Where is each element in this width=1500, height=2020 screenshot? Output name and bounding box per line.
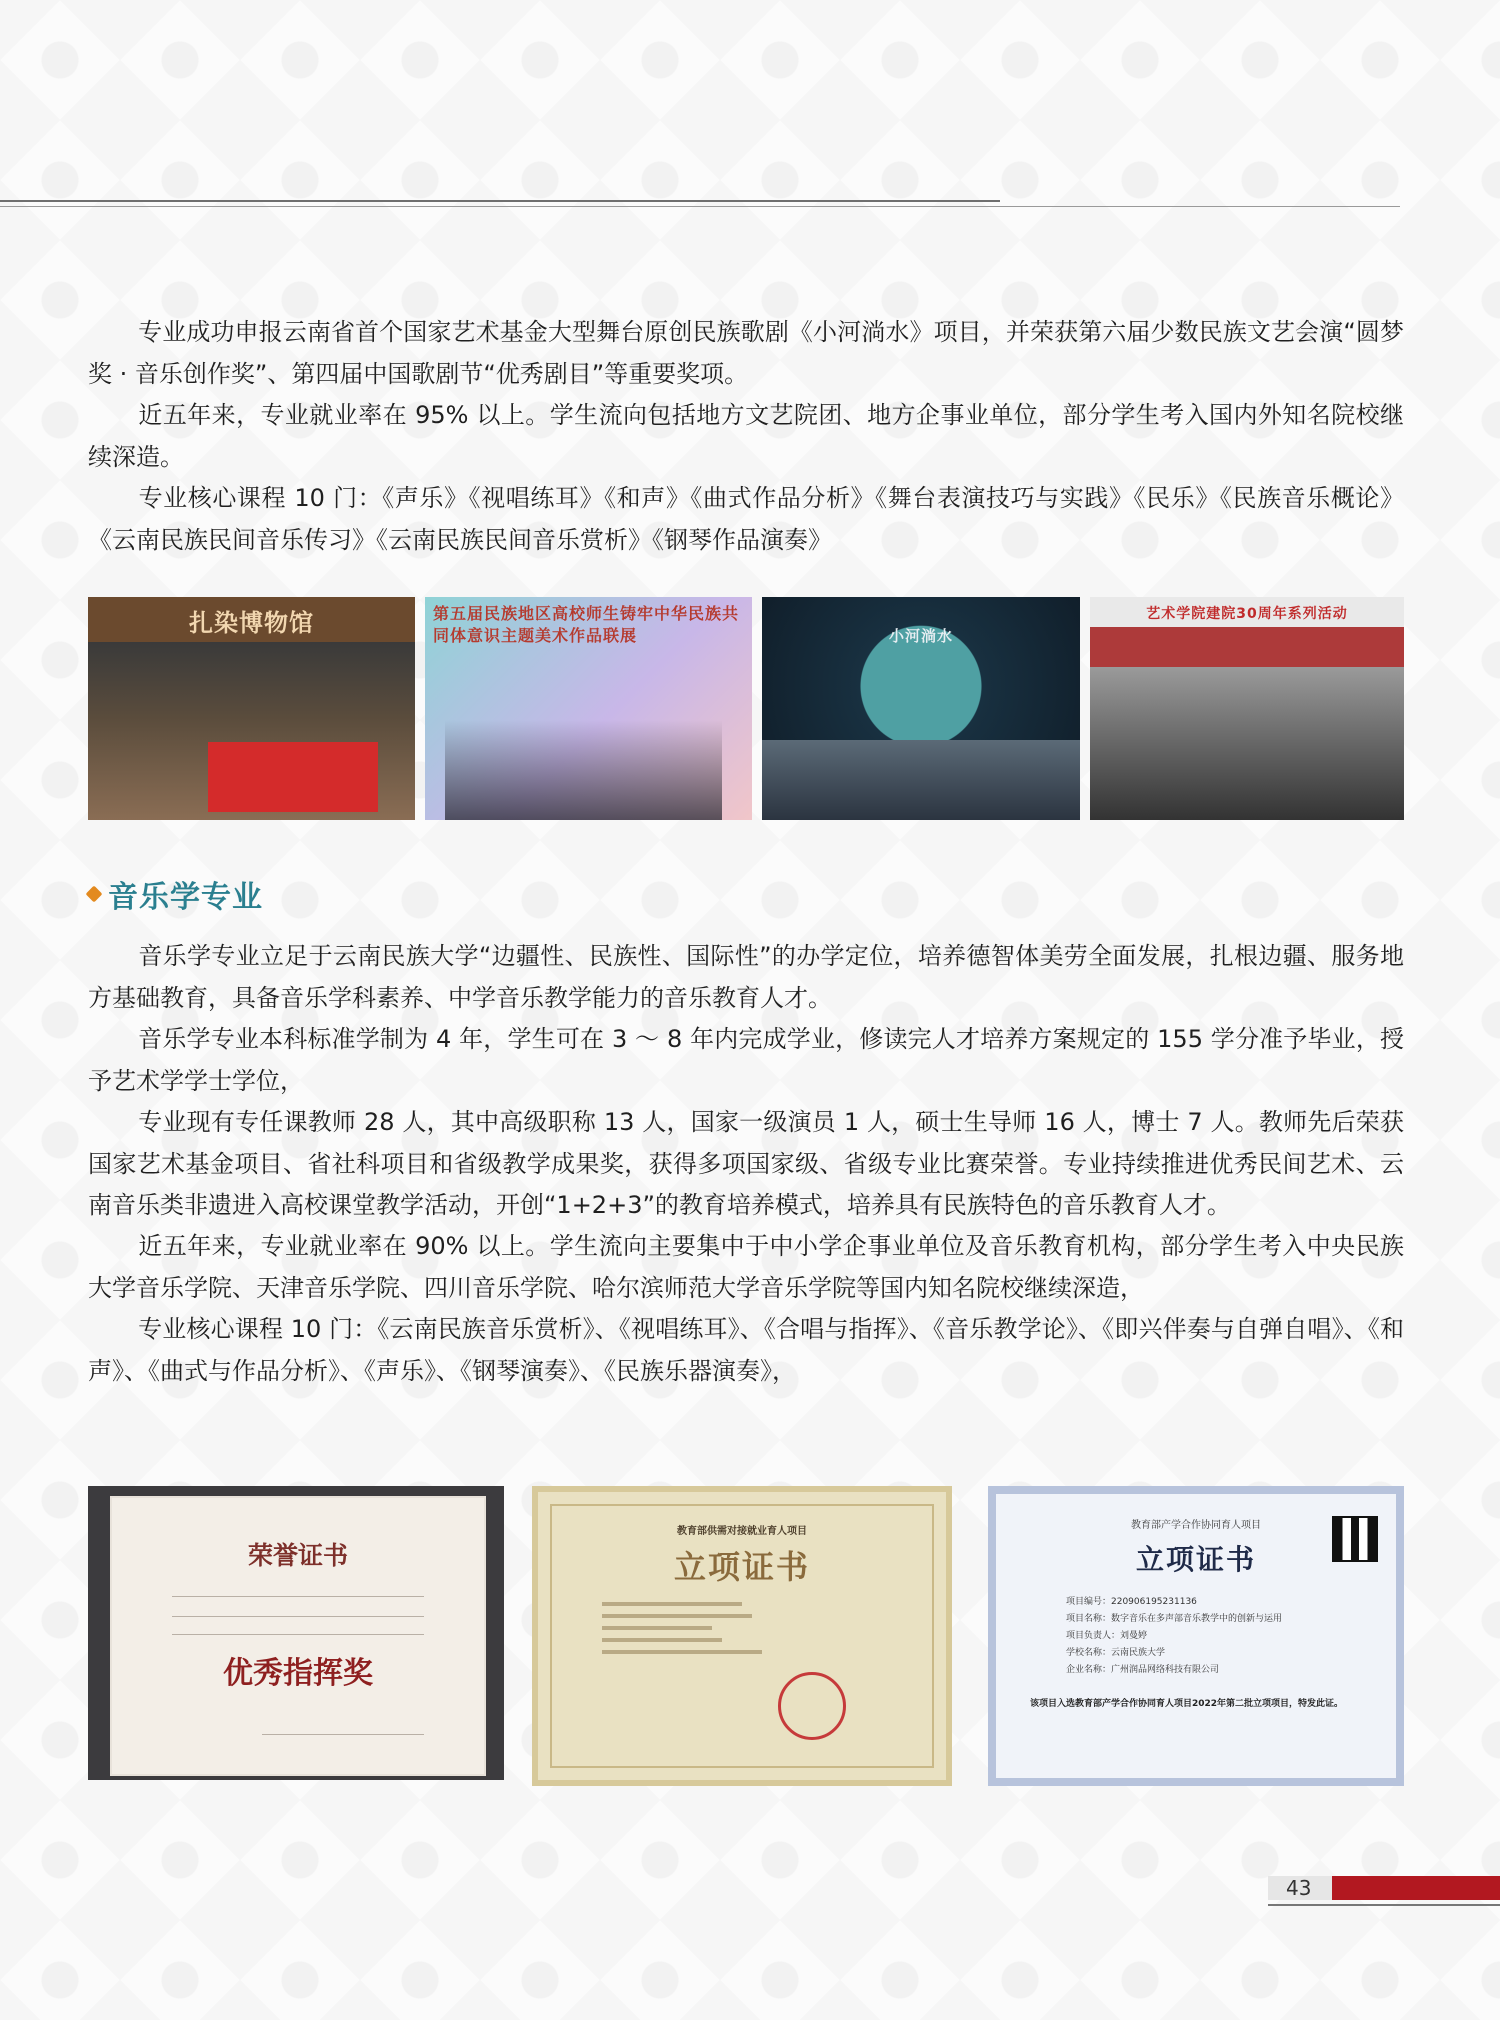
intro-paragraph-2-text: 近五年来，专业就业率在 95% 以上。学生流向包括地方文艺院团、地方企事业单位，部分学生考入国内外知名院校继续深造。 xyxy=(88,401,1404,471)
honor-certificate-award: 优秀指挥奖 xyxy=(223,1656,373,1691)
intro-paragraph-3-text: 专业核心课程 10 门：《声乐》《视唱练耳》《和声》《曲式作品分析》《舞台表演技巧与实践》《民乐》《民族音乐概论》《云南民族民间音乐传习》《云南民族民间音乐赏析》《钢琴作品演奏》 xyxy=(88,484,1404,554)
text-line xyxy=(262,1734,424,1735)
photo-exhibition-label: 第五届民族地区高校师生铸牢中华民族共同体意识主题美术作品联展 xyxy=(433,604,740,645)
intro-paragraph-3 xyxy=(88,478,1404,561)
photo-exhibition xyxy=(425,597,752,820)
certificate-row xyxy=(88,1486,1404,1786)
header-rule xyxy=(0,200,1000,202)
photo-anniversary xyxy=(1090,597,1404,820)
project-certificate-gold-title: 立项证书 xyxy=(673,1548,810,1586)
text-line xyxy=(172,1634,424,1635)
photo-stage-label: 小河淌水 xyxy=(888,627,953,645)
page-number-bar-red xyxy=(1332,1876,1500,1900)
project-certificate-blue-note: 该项目入选教育部产学合作协同育人项目2022年第二批立项项目，特发此证。 xyxy=(1030,1699,1344,1709)
section-paragraph-4 xyxy=(88,1226,1404,1309)
section-paragraph-3 xyxy=(88,1102,1404,1227)
project-certificate-blue-header: 教育部产学合作协同育人项目 xyxy=(1131,1520,1261,1531)
text-line xyxy=(602,1638,722,1642)
project-certificate-blue-title: 立项证书 xyxy=(1135,1543,1256,1576)
text-line xyxy=(172,1596,424,1597)
cert-row-school: 学校名称：云南民族大学 xyxy=(1066,1648,1166,1658)
photo-anniversary-label: 艺术学院建院30周年系列活动 xyxy=(1146,606,1348,622)
section-paragraph-2 xyxy=(88,1019,1404,1102)
photo-museum-label: 扎染博物馆 xyxy=(189,609,314,637)
header-rule-secondary xyxy=(0,206,1400,207)
section-paragraph-1 xyxy=(88,936,1404,1019)
photo-stage xyxy=(762,597,1080,820)
people-group xyxy=(445,720,722,820)
project-certificate-gold-header: 教育部供需对接就业育人项目 xyxy=(677,1526,807,1537)
page-number-underline xyxy=(1268,1904,1500,1906)
section-paragraph-4-text: 近五年来，专业就业率在 90% 以上。学生流向主要集中于中小学企事业单位及音乐教育机构，部分学生考入中央民族大学音乐学院、天津音乐学院、四川音乐学院、哈尔滨师范大学音乐学院等国内知名院校继续深造， xyxy=(88,1232,1404,1302)
section-paragraph-5 xyxy=(88,1309,1404,1392)
honor-certificate xyxy=(88,1486,504,1780)
text-line xyxy=(602,1614,752,1618)
red-banner xyxy=(208,742,378,812)
page-number-box xyxy=(1268,1876,1500,1902)
photo-row xyxy=(88,597,1404,820)
photo-museum xyxy=(88,597,415,820)
bullet-diamond-icon xyxy=(86,886,103,903)
honor-certificate-paper xyxy=(110,1496,486,1776)
cert-row-company: 企业名称：广州润品网络科技有限公司 xyxy=(1066,1665,1220,1675)
cert-row-name: 项目名称：数字音乐在多声部音乐教学中的创新与运用 xyxy=(1066,1614,1283,1624)
section-title: 音乐学专业 xyxy=(108,880,263,915)
section-paragraph-1-text: 音乐学专业立足于云南民族大学“边疆性、民族性、国际性”的办学定位，培养德智体美劳全面发展，扎根边疆、服务地方基础教育，具备音乐学科素养、中学音乐教学能力的音乐教育人才。 xyxy=(88,942,1404,1012)
text-line xyxy=(172,1616,424,1617)
section-paragraph-2-text: 音乐学专业本科标准学制为 4 年，学生可在 3 ～ 8 年内完成学业，修读完人才培养方案规定的 155 学分准予毕业，授予艺术学学士学位， xyxy=(88,1025,1404,1095)
cert-row-number: 项目编号：220906195231136 xyxy=(1066,1597,1197,1607)
project-certificate-gold xyxy=(532,1486,952,1786)
section-heading xyxy=(88,872,263,916)
intro-paragraph-1 xyxy=(88,312,1404,395)
text-line xyxy=(602,1650,762,1654)
stage-performers xyxy=(762,740,1080,820)
text-line xyxy=(602,1626,712,1630)
section-paragraph-5-text: 专业核心课程 10 门：《云南民族音乐赏析》、《视唱练耳》、《合唱与指挥》、《音乐教学论》、《即兴伴奏与自弹自唱》、《和声》、《曲式与作品分析》、《声乐》、《钢琴演奏》、《民族乐器演奏》， xyxy=(88,1315,1404,1385)
section-paragraph-3-text: 专业现有专任课教师 28 人，其中高级职称 13 人，国家一级演员 1 人，硕士生导师 16 人，博士 7 人。教师先后荣获国家艺术基金项目、省社科项目和省级教学成果奖，获得多项国家级、省级专业比赛荣誉。专业持续推进优秀民间艺术、云南音乐类非遗进入高校课堂教学活动，开创“1+2+3”的教育培养模式，培养具有民族特色的音乐教育人才。 xyxy=(88,1108,1404,1219)
page-number: 43 xyxy=(1286,1876,1312,1900)
text-line xyxy=(602,1602,742,1606)
project-certificate-blue xyxy=(988,1486,1404,1786)
cert-row-lead: 项目负责人：刘曼婷 xyxy=(1066,1631,1148,1641)
intro-paragraph-1-text: 专业成功申报云南省首个国家艺术基金大型舞台原创民族歌剧《小河淌水》项目，并荣获第六届少数民族文艺会演“圆梦奖 · 音乐创作奖”、第四届中国歌剧节“优秀剧目”等重要奖项。 xyxy=(88,318,1404,388)
intro-paragraph-2 xyxy=(88,395,1404,478)
honor-certificate-title: 荣誉证书 xyxy=(247,1541,348,1570)
red-seal-icon xyxy=(778,1672,846,1740)
